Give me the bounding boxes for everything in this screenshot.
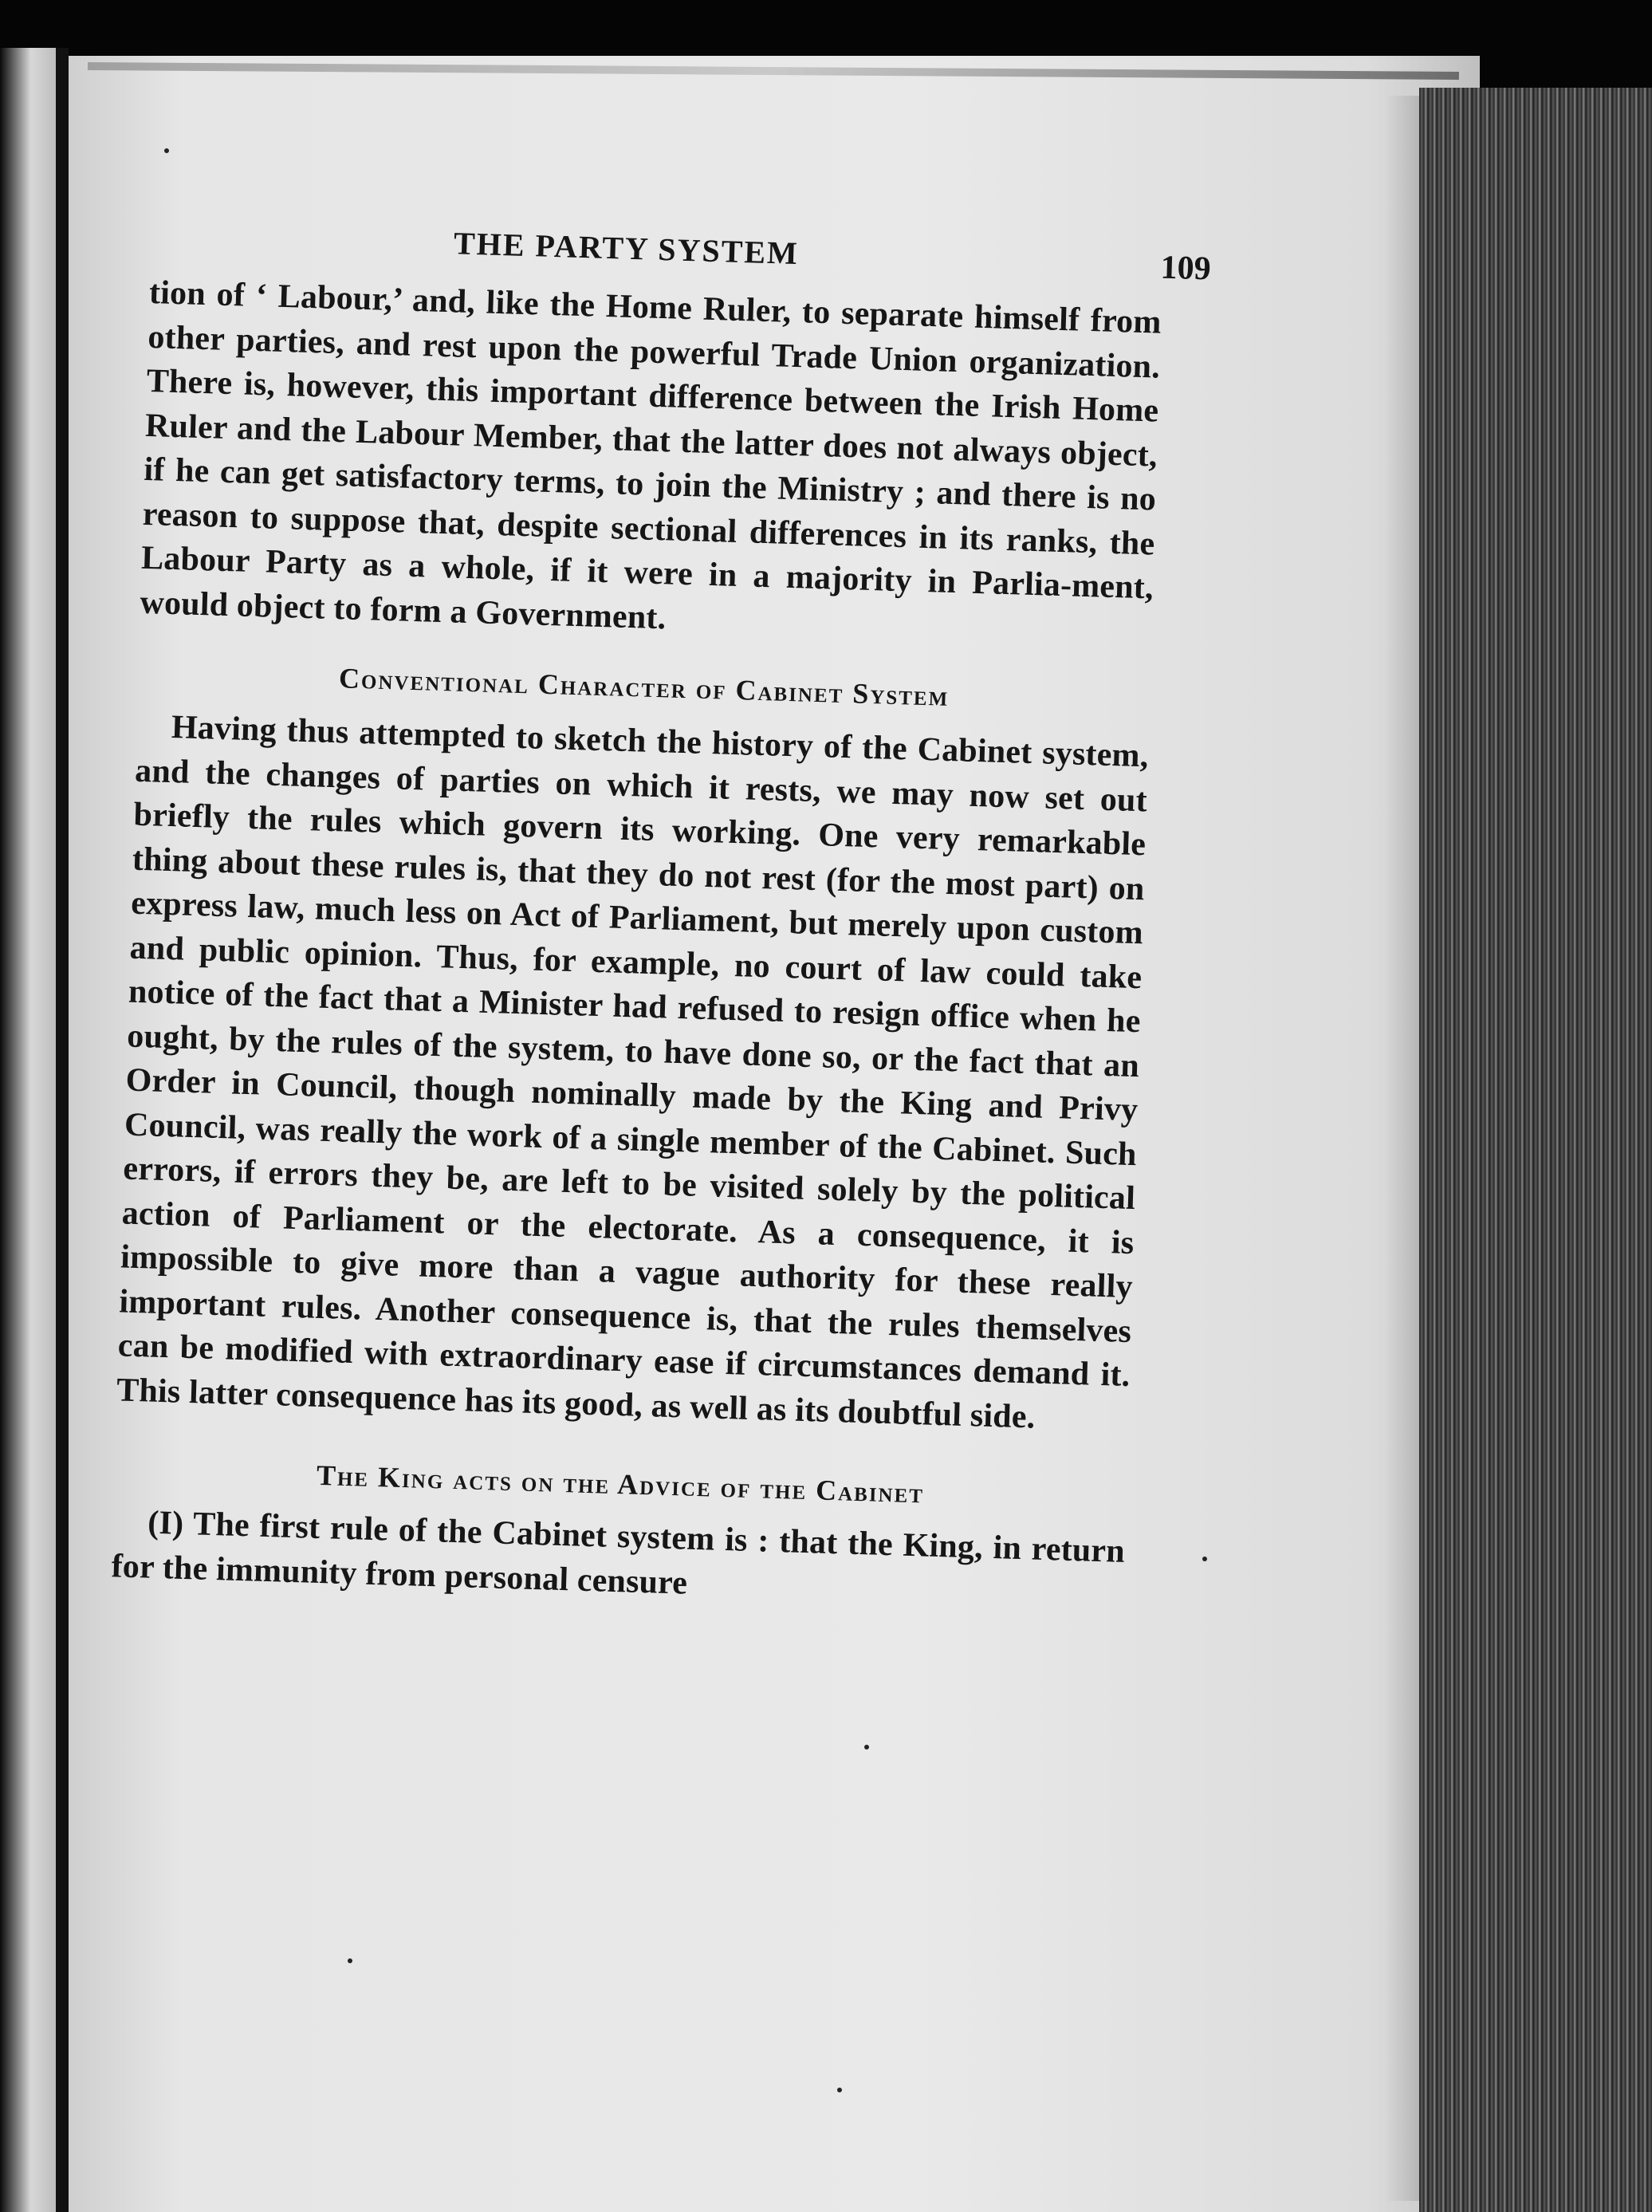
- scan-speck: [164, 148, 169, 153]
- paragraph: (I) The first rule of the Cabinet system is : that the King, in return for the immunity from personal censure: [111, 1504, 1126, 1602]
- paragraph-continued: tion of ‘ Labour,’ and, like the Home Ruler, to separate himself from other parties, and rest upon the powerful Trade Union organization. There is, however, this important difference between the Irish Home Ruler and the Labour Member, that the latter does not always object, if he can get satisfactory terms, to join the Ministry ; and there is no reason to suppose that, despite sectional differences in its ranks, the Labour Party as a whole, if it were in a majority in Parlia-ment, would object to form a Government.: [139, 274, 1162, 636]
- section-heading: The King acts on the Advice of the Cabinet: [316, 1458, 925, 1509]
- page-content: [111, 215, 1212, 1619]
- page-number: 109: [1159, 249, 1212, 288]
- book-gutter: [56, 48, 69, 2212]
- left-page-edge: [0, 48, 56, 2212]
- paragraph: Having thus attempted to sketch the history of the Cabinet system, and the changes of parties on which it rests, we may now set out briefly the rules which govern its working. One very remarkable thing about these rules is, that they do not rest (for the most part) on express law, much less on Act of Parliament, but merely upon custom and public opinion. Thus, for example, no court of law could take notice of the fact that a Minister had refused to resign office when he ought, by the rules of the system, to have done so, or the fact that an Order in Council, though nominally made by the King and Privy Council, was really the work of a single member of the Cabinet. Such errors, if errors they be, are left to be visited solely by the political action of Parliament or the electorate. As a consequence, it is impossible to give more than a vague authority for these really important rules. Another consequence is, that the rules themselves can be modified with extraordinary ease if circumstances demand it. This latter consequence has its good, as well as its doubtful side.: [116, 709, 1150, 1436]
- scan-speck: [837, 2088, 842, 2092]
- section-heading: Conventional Character of Cabinet System: [338, 662, 950, 712]
- scan-speck: [348, 1958, 352, 1963]
- scan-speck: [1202, 1557, 1207, 1561]
- running-title: THE PARTY SYSTEM: [453, 225, 800, 272]
- book-fore-edge: [1419, 88, 1652, 2212]
- scan-speck: [864, 1745, 869, 1750]
